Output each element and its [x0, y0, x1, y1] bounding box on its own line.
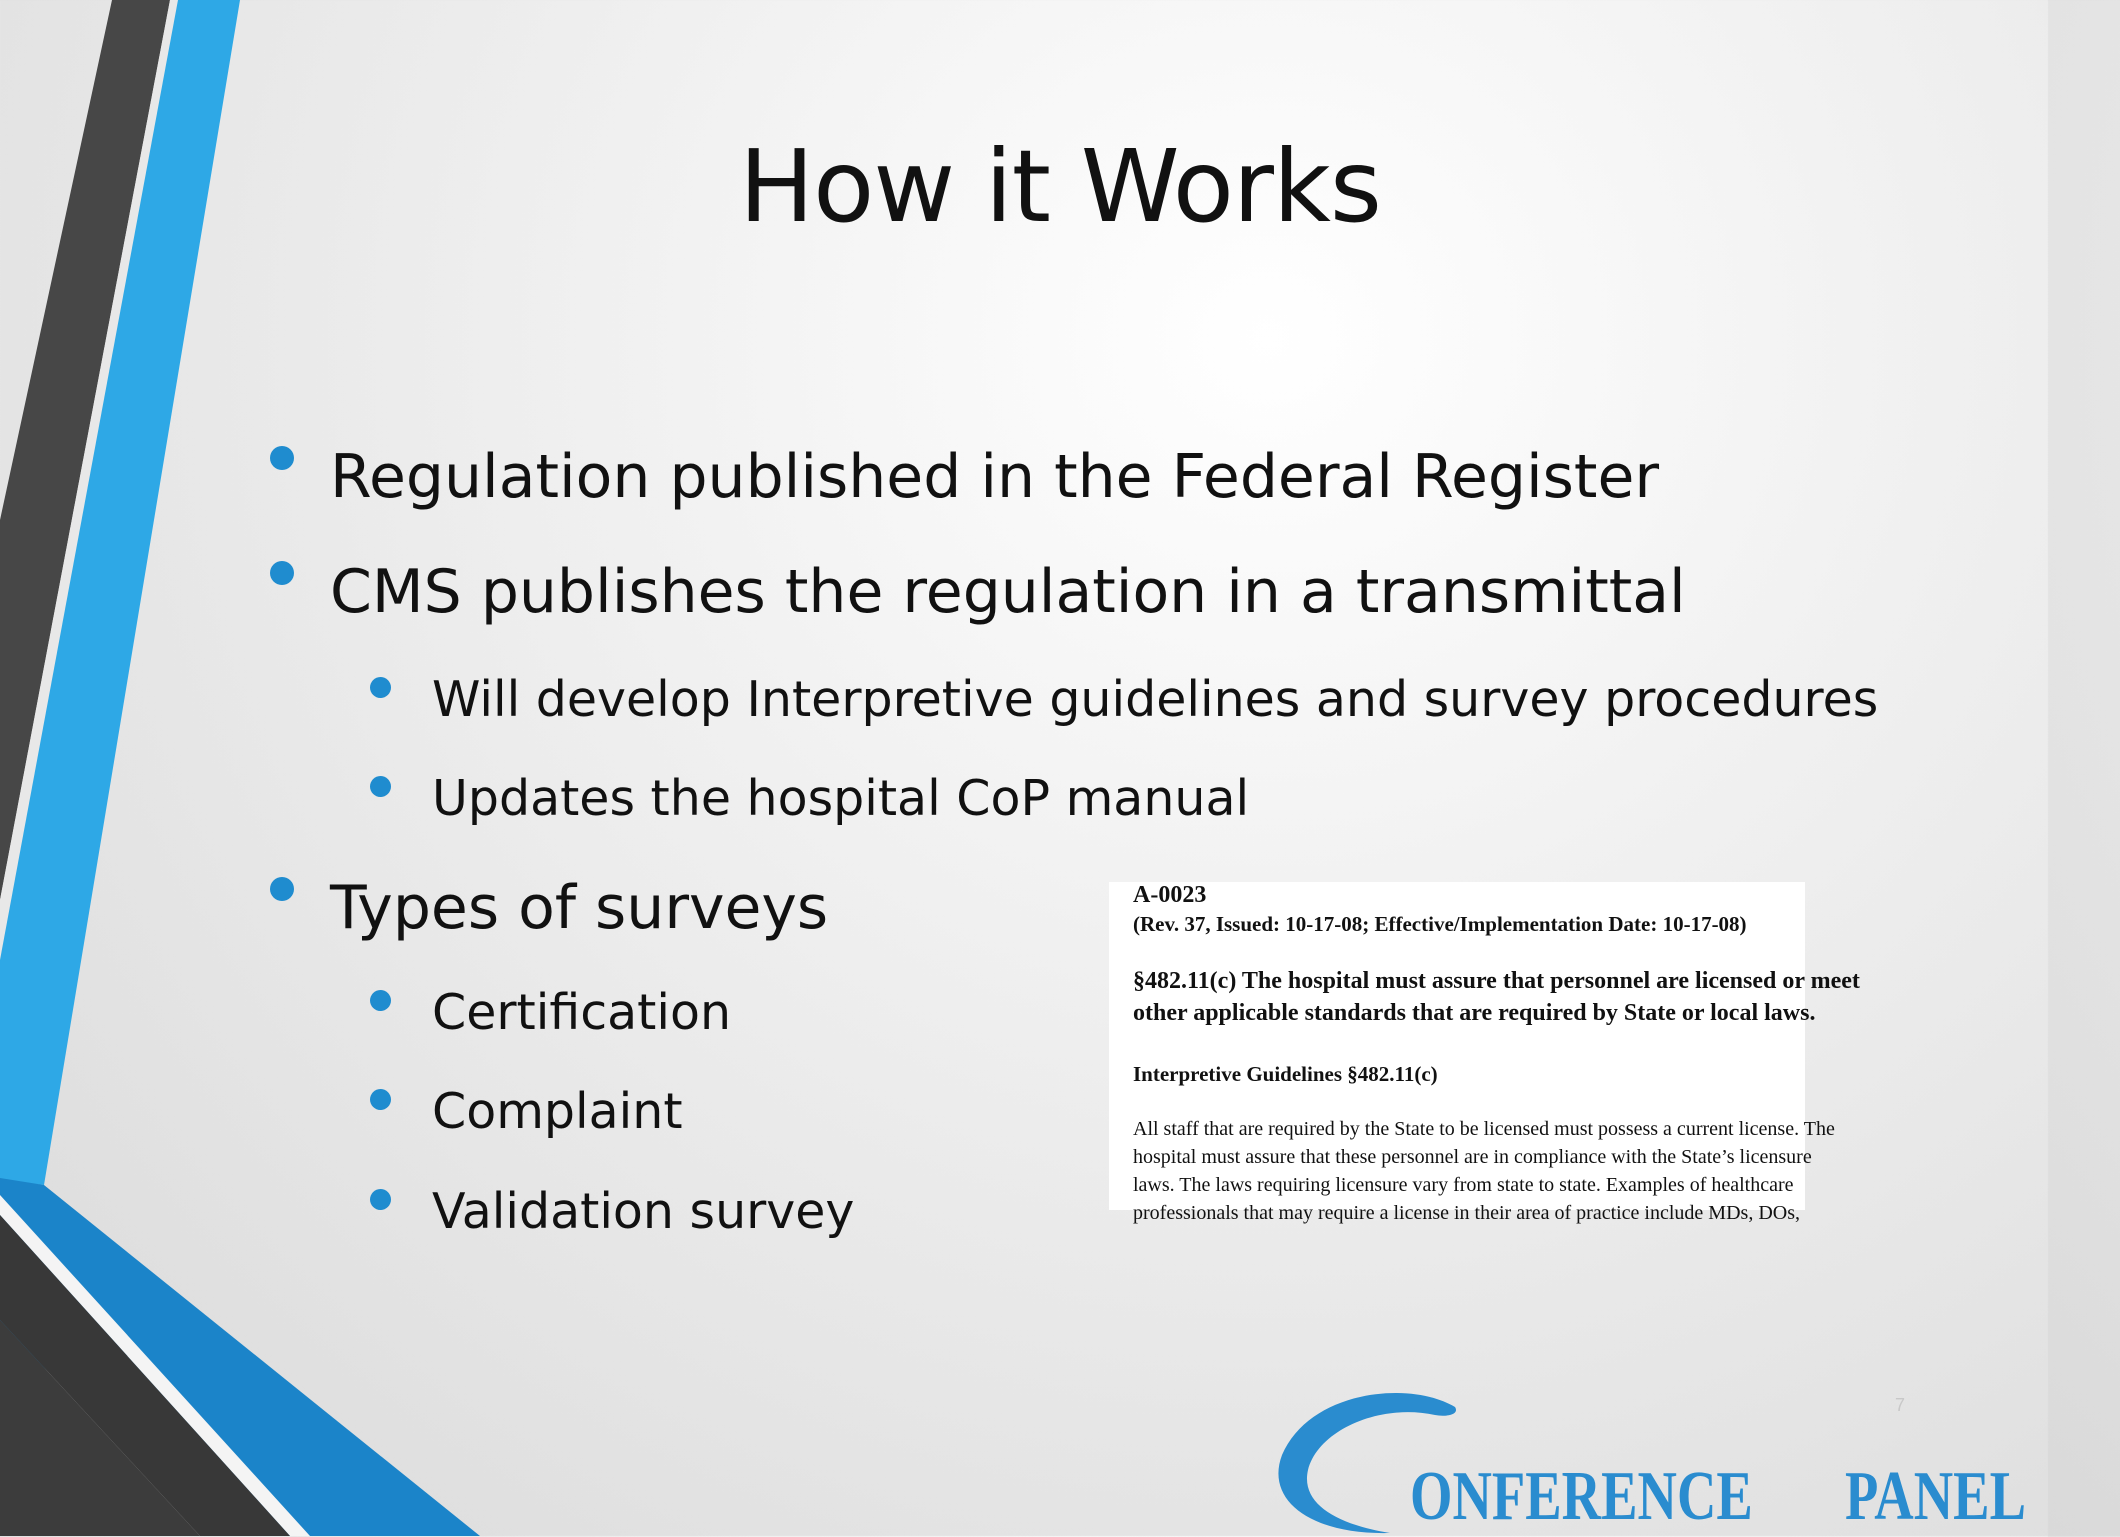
bullet-dot-icon	[270, 561, 294, 585]
sub-bullet-item	[432, 1183, 854, 1240]
bullet-item	[330, 442, 1659, 512]
bullet-dot-icon	[370, 677, 391, 698]
bullet-dot-icon	[270, 877, 294, 901]
excerpt-body-line: hospital must assure that these personnel are in compliance with the State’s licensure	[1133, 1146, 1812, 1168]
bullet-text: Types of surveys	[330, 873, 829, 943]
excerpt-regulation-line: other applicable standards that are required by State or local laws.	[1133, 1000, 1816, 1026]
conference-panel-logo	[1270, 1385, 2048, 1536]
sub-bullet-item	[432, 671, 1878, 728]
excerpt-body-line: All staff that are required by the State to be licensed must possess a current license. The	[1133, 1118, 1835, 1140]
slide-page-number: 7	[1895, 1395, 1906, 1415]
bullet-item	[330, 873, 828, 943]
bullet-text: CMS publishes the regulation in a transmittal	[330, 557, 1686, 627]
bullet-item	[330, 557, 1686, 627]
slide-title: How it Works	[738, 128, 1382, 245]
excerpt-regulation-line: §482.11(c) The hospital must assure that personnel are licensed or meet	[1133, 968, 1860, 994]
bullet-dot-icon	[270, 446, 294, 470]
logo-word: PANEL	[1845, 1458, 2026, 1535]
excerpt-body-line: professionals that may require a license in their area of practice include MDs, DOs,	[1133, 1202, 1800, 1224]
bullet-dot-icon	[370, 1189, 391, 1210]
bullet-dot-icon	[370, 1089, 391, 1110]
bullet-text: Complaint	[432, 1083, 683, 1140]
regulation-excerpt-image	[1109, 882, 1860, 1224]
excerpt-tag: A-0023	[1133, 882, 1207, 908]
sub-bullet-item	[432, 770, 1249, 827]
excerpt-guidelines-heading: Interpretive Guidelines §482.11(c)	[1133, 1062, 1438, 1086]
logo-word: ONFERENCE	[1410, 1458, 1753, 1535]
bullet-text: Will develop Interpretive guidelines and survey procedures	[432, 671, 1879, 728]
excerpt-body-line: laws. The laws requiring licensure vary from state to state. Examples of healthcare	[1133, 1174, 1794, 1196]
bullet-text: Regulation published in the Federal Register	[330, 442, 1660, 512]
bullet-text: Certification	[432, 984, 732, 1041]
bullet-dot-icon	[370, 990, 391, 1011]
bullet-text: Updates the hospital CoP manual	[432, 770, 1250, 827]
bullet-text: Validation survey	[432, 1183, 855, 1240]
excerpt-revision: (Rev. 37, Issued: 10-17-08; Effective/Implementation Date: 10-17-08)	[1133, 912, 1747, 936]
sub-bullet-item	[432, 1083, 683, 1140]
bullet-dot-icon	[370, 776, 391, 797]
sub-bullet-item	[432, 984, 731, 1041]
